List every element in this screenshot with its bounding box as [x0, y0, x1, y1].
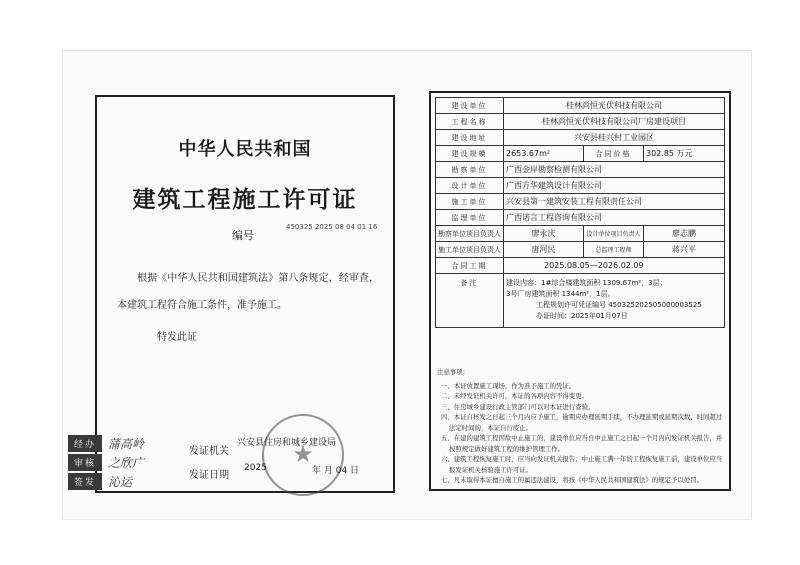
approval-signature: 蒲高岭 [108, 437, 145, 451]
supervision-unit-label: 监理单位 [436, 210, 504, 226]
official-seal-icon: ★ [262, 414, 344, 496]
design-lead-value: 廖志鹏 [644, 226, 725, 242]
survey-lead-value: 廖永庆 [504, 226, 584, 242]
construction-lead-label: 施工单位项目负责人 [436, 242, 504, 258]
approval-signature: 沁运 [108, 475, 133, 489]
approval-label: 签发 [68, 473, 102, 490]
contract-price-label: 合同价格 [584, 146, 644, 162]
table-row [436, 98, 725, 114]
survey-unit-value: 广西金岸勘察检测有限公司 [504, 162, 725, 178]
issue-date-year: 2025 [244, 463, 267, 473]
table-row [436, 242, 725, 258]
note-item: 六、建筑工程恢复施工时，应当向发证机关报告；中止施工满一年的工程恢复施工前，建设单位应当报发证机关核验施工许可证。 [441, 455, 723, 474]
period-label: 合同工期 [436, 258, 504, 274]
construction-unit-label: 施工单位 [436, 194, 504, 210]
note-item: 五、在建的建筑工程因故中止施工的，建设单位应当自中止施工之日起一个月内向发证机关报告，并按照规定做好建筑工程的维护管理工作。 [441, 434, 723, 453]
issue-date-label: 发证日期 [189, 470, 229, 481]
design-unit-label: 设计单位 [436, 178, 504, 194]
issuer-value: 兴安县住房和城乡建设局 [237, 438, 337, 448]
note-item: 一、本证放置施工现场，作为准予施工的凭证。 [441, 381, 576, 390]
approval-label: 经办 [68, 435, 102, 452]
supervision-unit-value: 广西诺言工程咨询有限公司 [504, 210, 725, 226]
note-item: 三、住房城乡建设行政主管部门可以对本证进行查验。 [441, 402, 595, 411]
construction-unit-value: 兴安县第一建筑安装工程有限责任公司 [504, 194, 725, 210]
country-heading: 中华人民共和国 [178, 139, 312, 160]
address-value: 兴安县桂兴村工业园区 [504, 130, 725, 146]
remarks-line: 建设内容：1#综合楼建筑面积 1309.67m²，3层； [506, 279, 667, 287]
survey-unit-label: 勘察单位 [436, 162, 504, 178]
table-row [436, 114, 725, 130]
table-row [436, 162, 725, 178]
approval-row-issuer [68, 472, 190, 491]
project-label: 工程名称 [436, 114, 504, 130]
details-table [435, 97, 725, 328]
issue-date-rest: 年 月 04 日 [312, 466, 360, 476]
note-item: 七、凡未取得本证擅自施工的属违法建设，将按《中华人民共和国建筑法》的规定予以处罚。 [441, 476, 704, 484]
number-label: 编号 [232, 229, 254, 242]
remarks-line: 办证时间：2025年01月07日 [536, 312, 628, 320]
remarks-line: 工程规划许可凭证编号 450325202505000003525 [536, 301, 702, 309]
builder-label: 建设单位 [436, 98, 504, 114]
issuer-label: 发证机关 [189, 446, 229, 457]
table-row [436, 146, 725, 162]
number-value: 450325 2025 08 04 01 16 [286, 223, 378, 231]
scale-value: 2653.67m² [504, 146, 584, 162]
remarks-cell [504, 274, 725, 328]
table-row [436, 130, 725, 146]
certificate-details-panel [429, 91, 731, 491]
table-row [436, 194, 725, 210]
certificate-title: 建筑工程施工许可证 [132, 186, 358, 213]
address-label: 建设地址 [436, 130, 504, 146]
note-item: 二、未经发证机关许可，本证的各项内容不得变更。 [441, 392, 588, 400]
table-row [436, 226, 725, 242]
certificate-body-text: 根据《中华人民共和国建筑法》第八条规定，经审查，本建筑工程符合施工条件，准予施工。 [117, 273, 379, 311]
approval-stamps [68, 434, 190, 492]
contract-price-value: 302.85 万元 [644, 146, 725, 162]
remarks-line: 3号厂房建筑面积 1344m²，1层。 [506, 290, 615, 298]
construction-lead-value: 唐河民 [504, 242, 584, 258]
table-row [436, 210, 725, 226]
remarks-label: 备注 [436, 274, 504, 328]
notes-title: 注意事项： [437, 368, 469, 376]
approval-row-reviewer [68, 453, 190, 472]
survey-lead-label: 勘察单位项目负责人 [436, 226, 504, 242]
chief-supervisor-label: 总监理工程师 [584, 242, 644, 258]
scale-label: 建设规模 [436, 146, 504, 162]
table-row [436, 258, 725, 274]
project-value: 桂林尚恒光伏科技有限公司厂房建设项目 [504, 114, 725, 130]
design-lead-label: 设计单位项目负责人 [584, 226, 644, 242]
note-item: 四、本证自核发之日起三个月内应予施工，逾期应办理延期手续，不办理延期或延期次数、时间超过法定时间的，本证自行废止。 [441, 413, 723, 432]
approval-row-handler [68, 434, 190, 453]
design-unit-value: 广西方华建筑设计有限公司 [504, 178, 725, 194]
table-row [436, 274, 725, 328]
chief-supervisor-value: 蒋兴平 [644, 242, 725, 258]
approval-label: 审核 [68, 454, 102, 471]
builder-value: 桂林尚恒光伏科技有限公司 [504, 98, 725, 114]
notes-section [435, 367, 725, 487]
period-value: 2025.08.05—2026.02.09 [504, 258, 725, 274]
special-issue-text: 特发此证 [157, 332, 197, 343]
approval-signature: 之欣广 [108, 456, 145, 470]
table-row [436, 178, 725, 194]
